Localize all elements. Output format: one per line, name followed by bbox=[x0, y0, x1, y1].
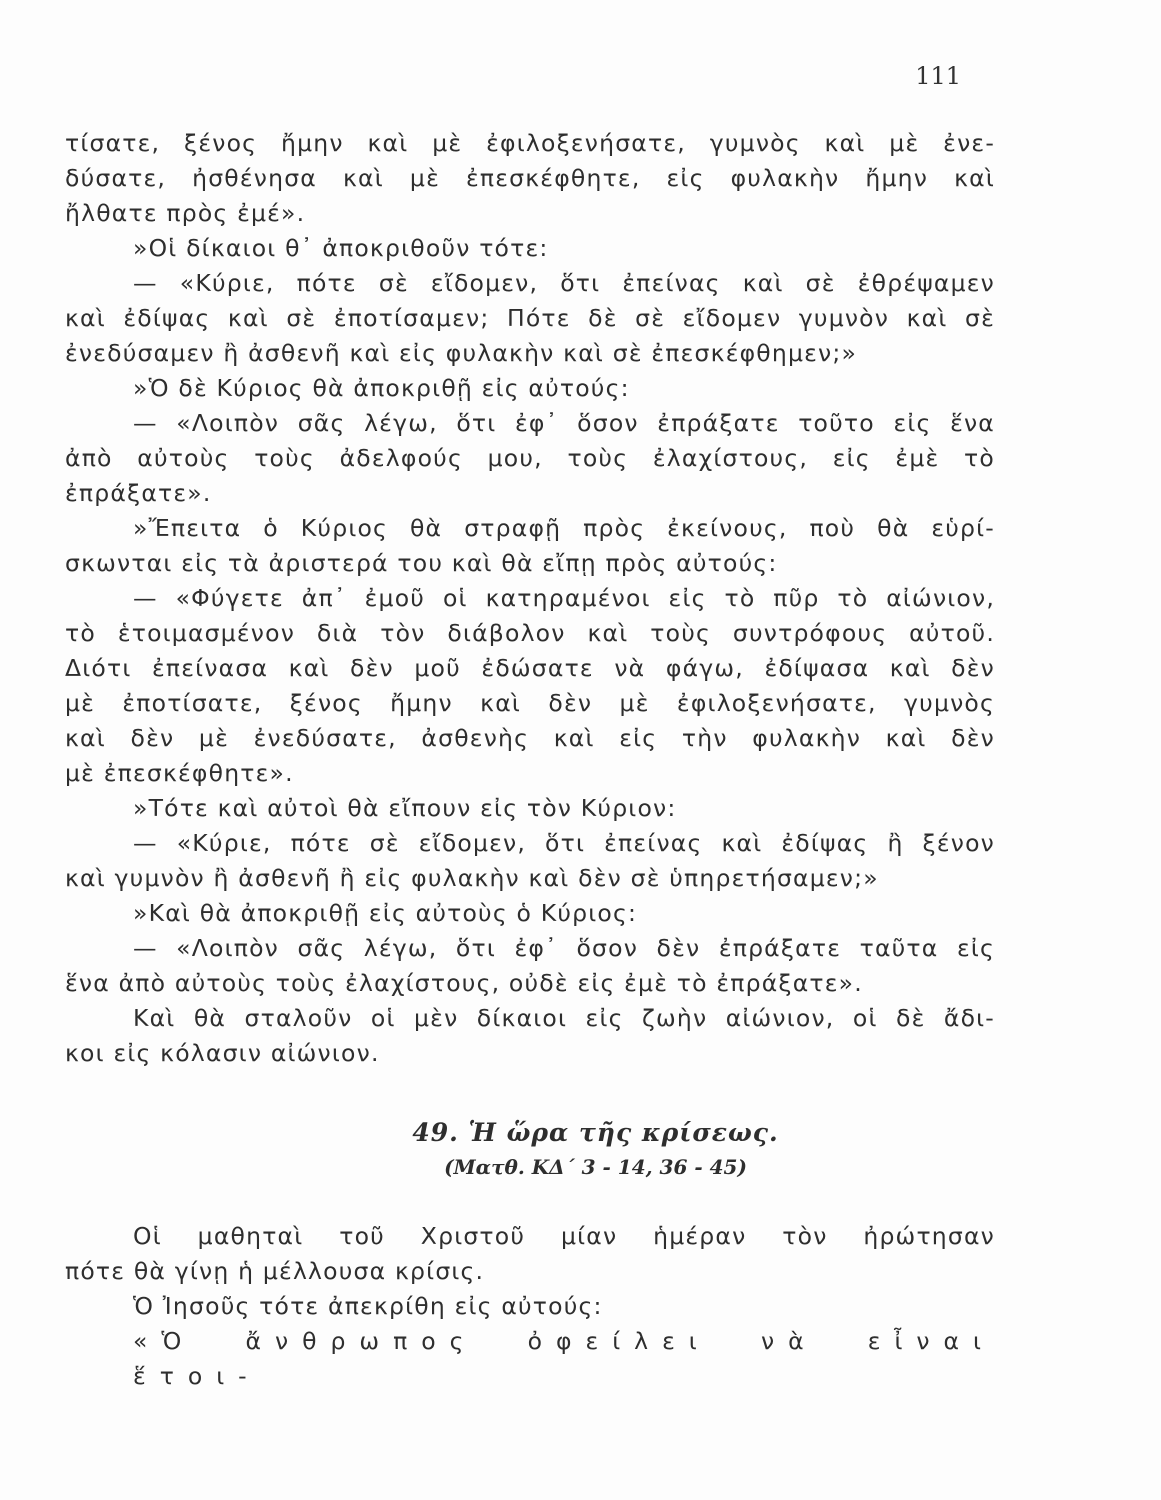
text-line: — «Λοιπὸν σᾶς λέγω, ὅτι ἐφ᾽ ὅσον ἐπράξατε τοῦτο εἰς ἕνα bbox=[133, 409, 995, 437]
text-line: καὶ γυμνὸν ἢ ἀσθενῆ ἢ εἰς φυλακὴν καὶ δὲν σὲ ὑπηρετήσαμεν;» bbox=[65, 864, 879, 892]
text-line: ἐνεδύσαμεν ἢ ἀσθενῆ καὶ εἰς φυλακὴν καὶ σὲ ἐπεσκέφθημεν;» bbox=[65, 339, 858, 367]
text-line: »Καὶ θὰ ἀποκριθῇ εἰς αὐτοὺς ὁ Κύριος: bbox=[133, 899, 638, 927]
text-line: Καὶ θὰ σταλοῦν οἱ μὲν δίκαιοι εἰς ζωὴν αἰώνιον, οἱ δὲ ἄδι- bbox=[133, 1004, 995, 1032]
text-line: »Οἱ δίκαιοι θ᾽ ἀποκριθοῦν τότε: bbox=[133, 234, 549, 262]
text-line: ἐπράξατε». bbox=[65, 479, 212, 507]
text-line: κοι εἰς κόλασιν αἰώνιον. bbox=[65, 1039, 380, 1067]
section-heading bbox=[0, 1118, 1161, 1179]
page-number: 111 bbox=[915, 62, 961, 90]
text-line: — «Κύριε, πότε σὲ εἴδομεν, ὅτι ἐπείνας καὶ σὲ ἐθρέψαμεν bbox=[133, 269, 995, 297]
text-line: πότε θὰ γίνῃ ἡ μέλλουσα κρίσις. bbox=[65, 1257, 485, 1285]
text-line: σκωνται εἰς τὰ ἀριστερά του καὶ θὰ εἴπῃ πρὸς αὐτούς: bbox=[65, 549, 778, 577]
text-line: Διότι ἐπείνασα καὶ δὲν μοῦ ἐδώσατε νὰ φάγω, ἐδίψασα καὶ δὲν bbox=[65, 654, 995, 682]
text-line: ἕνα ἀπὸ αὐτοὺς τοὺς ἐλαχίστους, οὐδὲ εἰς ἐμὲ τὸ ἐπράξατε». bbox=[65, 969, 863, 997]
text-line: τὸ ἑτοιμασμένον διὰ τὸν διάβολον καὶ τοὺς συντρόφους αὐτοῦ. bbox=[65, 619, 995, 647]
text-line: »Ὁ δὲ Κύριος θὰ ἀποκριθῇ εἰς αὐτούς: bbox=[133, 374, 630, 402]
text-line: μὲ ἐπεσκέφθητε». bbox=[65, 759, 294, 787]
text-line: ἀπὸ αὐτοὺς τοὺς ἀδελφούς μου, τοὺς ἐλαχίστους, εἰς ἐμὲ τὸ bbox=[65, 444, 995, 472]
text-line: τίσατε, ξένος ἤμην καὶ μὲ ἐφιλοξενήσατε, γυμνὸς καὶ μὲ ἐνε- bbox=[65, 129, 995, 157]
text-line: καὶ ἐδίψας καὶ σὲ ἐποτίσαμεν; Πότε δὲ σὲ εἴδομεν γυμνὸν καὶ σὲ bbox=[65, 304, 995, 332]
section-title: 49. Ἡ ὥρα τῆς κρίσεως. bbox=[412, 1118, 779, 1147]
main-text-block bbox=[65, 126, 995, 1071]
text-line: Οἱ μαθηταὶ τοῦ Χριστοῦ μίαν ἡμέραν τὸν ἠρώτησαν bbox=[133, 1222, 995, 1250]
text-line: ἤλθατε πρὸς ἐμέ». bbox=[65, 199, 306, 227]
text-line: «Ὁ ἄνθρωπος ὀφείλει νὰ εἶναι ἕτοι- bbox=[133, 1327, 995, 1390]
text-line: »Τότε καὶ αὐτοὶ θὰ εἴπουν εἰς τὸν Κύριον: bbox=[133, 794, 677, 822]
text-line: — «Λοιπὸν σᾶς λέγω, ὅτι ἐφ᾽ ὅσον δὲν ἐπράξατε ταῦτα εἰς bbox=[133, 934, 995, 962]
section-reference: (Ματθ. ΚΔ΄ 3 - 14, 36 - 45) bbox=[444, 1155, 747, 1179]
text-line: »Ἔπειτα ὁ Κύριος θὰ στραφῇ πρὸς ἐκείνους, ποὺ θὰ εὑρί- bbox=[133, 514, 995, 542]
text-line: καὶ δὲν μὲ ἐνεδύσατε, ἀσθενὴς καὶ εἰς τὴν φυλακὴν καὶ δὲν bbox=[65, 724, 995, 752]
text-line: μὲ ἐποτίσατε, ξένος ἤμην καὶ δὲν μὲ ἐφιλοξενήσατε, γυμνὸς bbox=[65, 689, 995, 717]
text-line: Ὁ Ἰησοῦς τότε ἀπεκρίθη εἰς αὐτούς: bbox=[133, 1292, 603, 1320]
section-text-block bbox=[65, 1219, 995, 1390]
text-line: — «Κύριε, πότε σὲ εἴδομεν, ὅτι ἐπείνας καὶ ἐδίψας ἢ ξένον bbox=[133, 829, 995, 857]
text-line: — «Φύγετε ἀπ᾽ ἐμοῦ οἱ κατηραμένοι εἰς τὸ πῦρ τὸ αἰώνιον, bbox=[133, 584, 995, 612]
text-line: δύσατε, ἠσθένησα καὶ μὲ ἐπεσκέφθητε, εἰς φυλακὴν ἤμην καὶ bbox=[65, 164, 995, 192]
